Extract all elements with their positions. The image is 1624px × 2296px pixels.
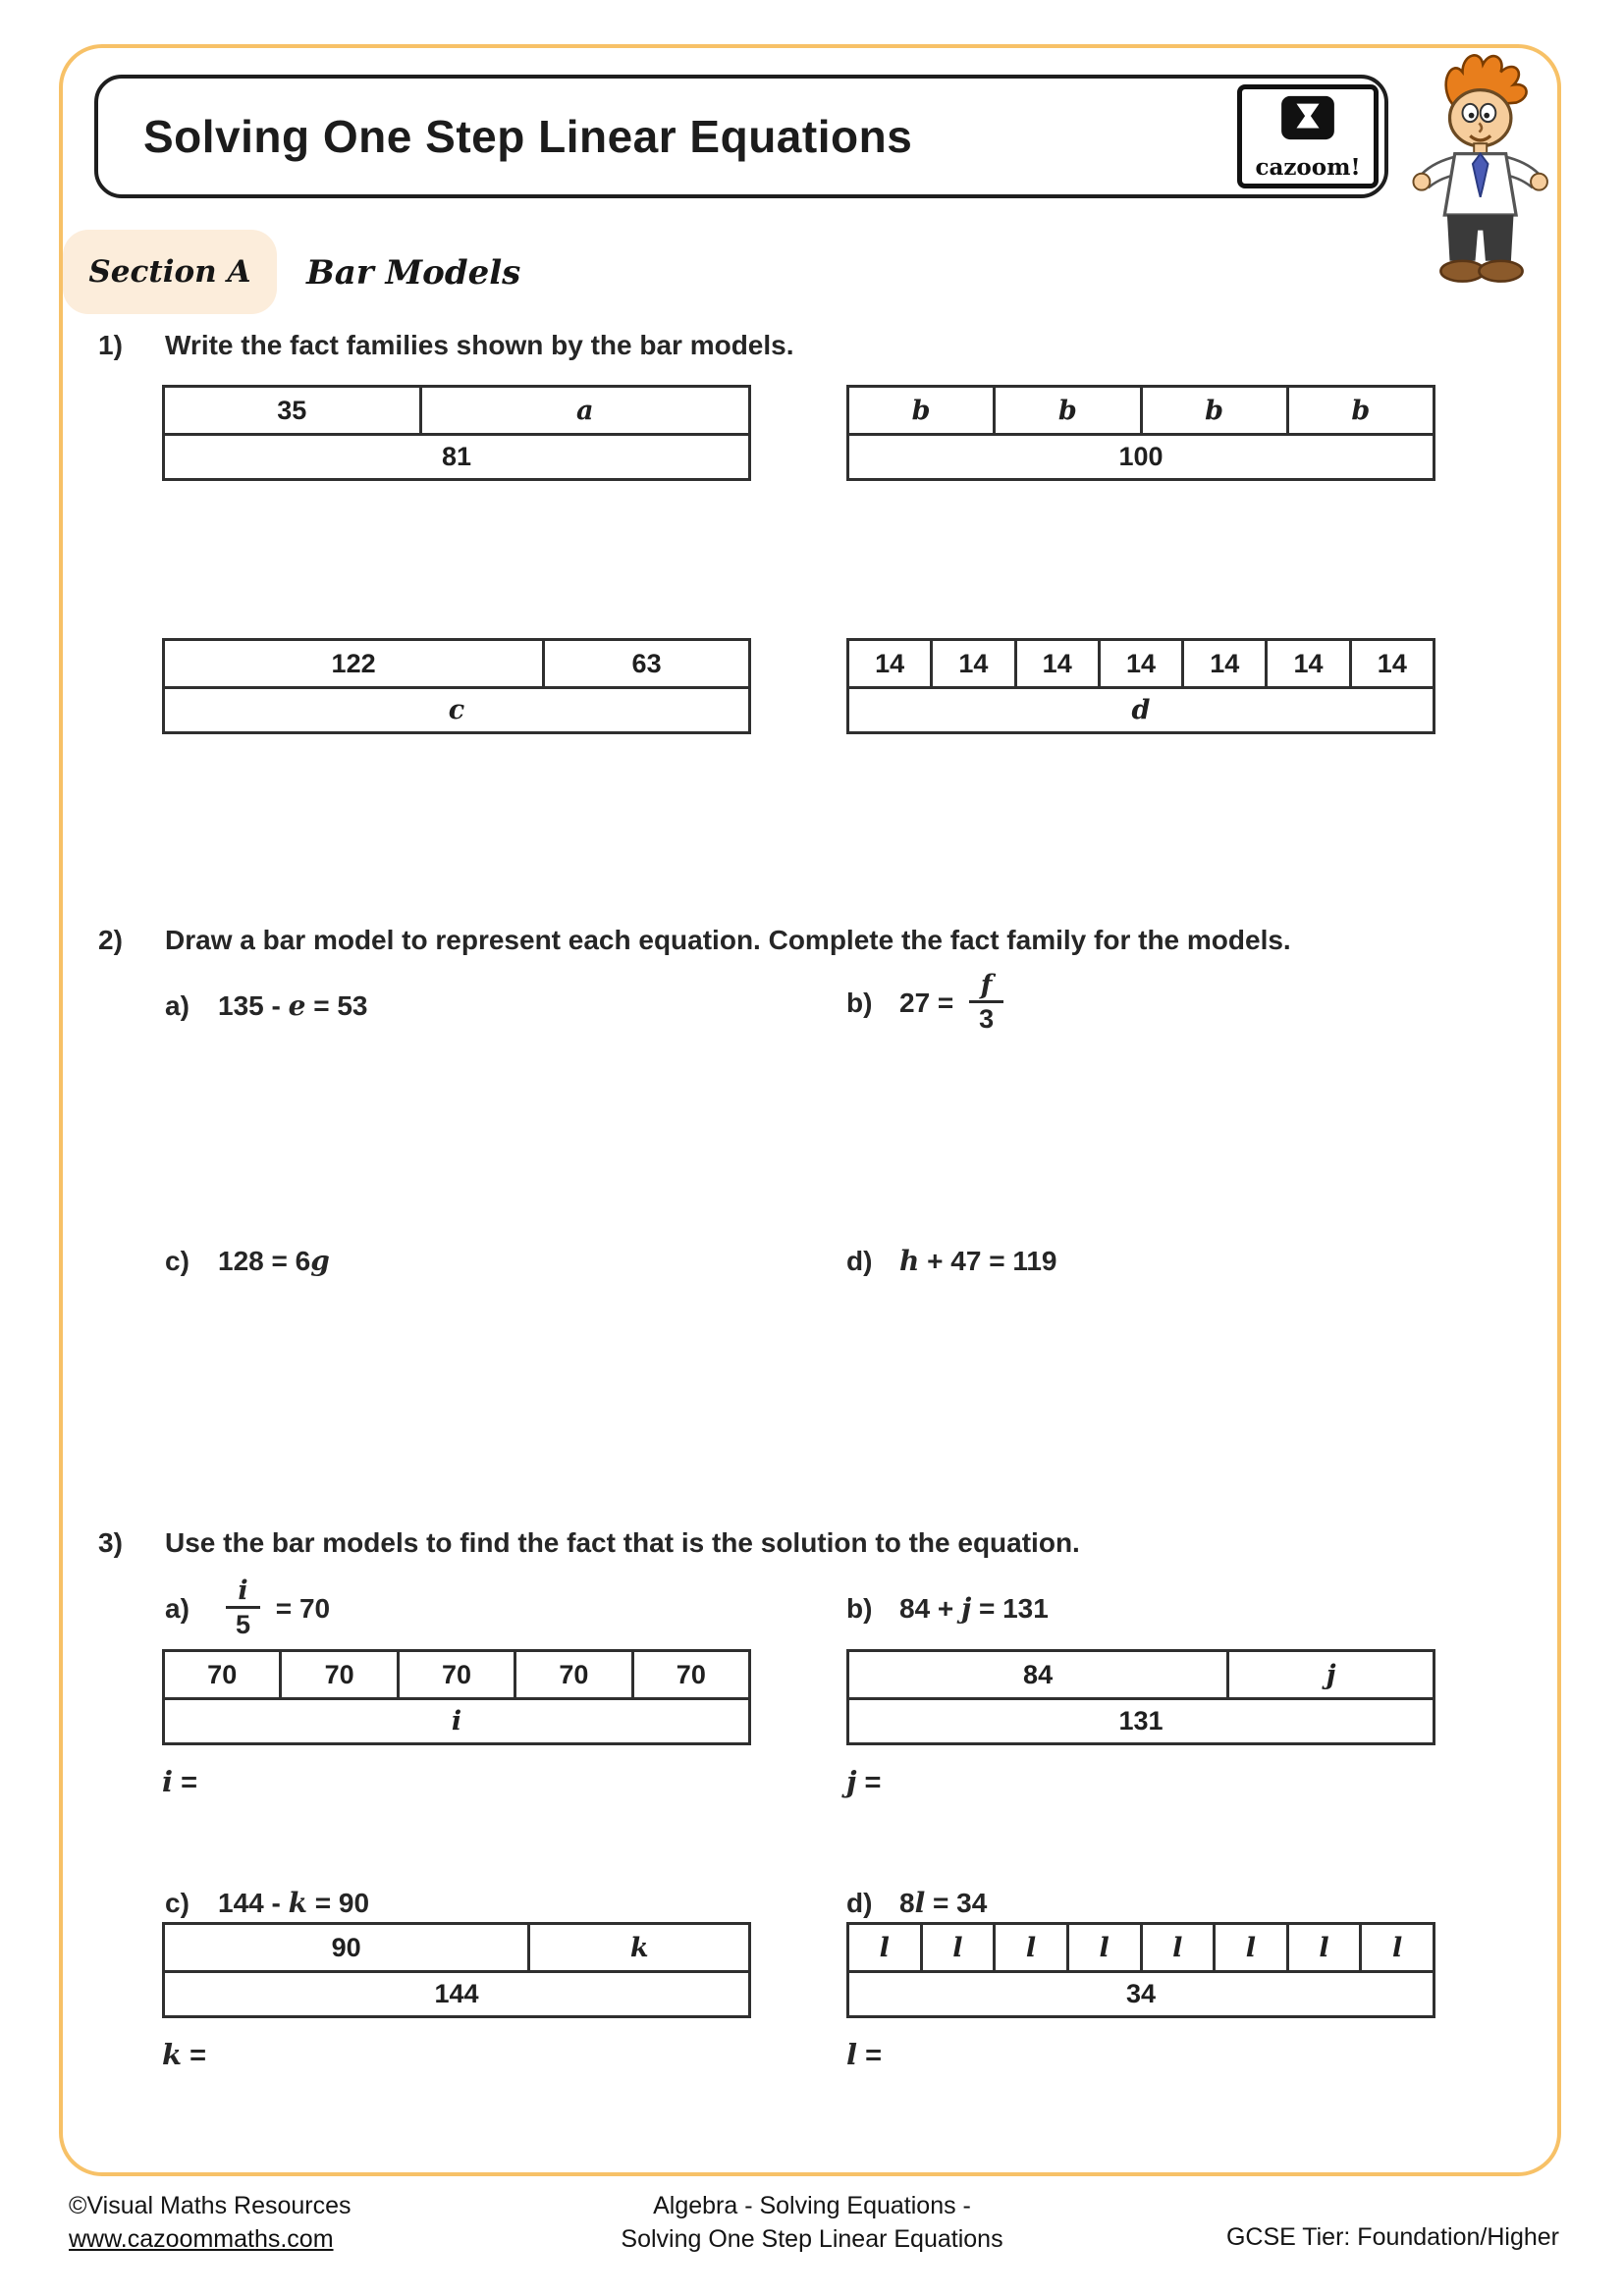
footer-topic-line2: Solving One Step Linear Equations [621, 2225, 1003, 2253]
footer-website-link[interactable]: www.cazoommaths.com [69, 2225, 334, 2253]
equation-text: 135 - [218, 989, 289, 1021]
answer-equals: = [857, 2040, 883, 2071]
bar-cell: 70 [397, 1652, 514, 1697]
bar-model-row [165, 1652, 748, 1697]
bar-model-row [165, 1697, 748, 1742]
mascot-illustration [1398, 49, 1565, 304]
bar-cell: 14 [1014, 641, 1098, 686]
equation-variable: l [914, 1887, 926, 1919]
bar-cell: 70 [279, 1652, 396, 1697]
bar-cell: 14 [930, 641, 1013, 686]
fraction-numerator: f [980, 970, 993, 1000]
bar-cell: 35 [277, 395, 307, 425]
bar-cell: 144 [434, 1979, 479, 2008]
equation-variable: e [288, 989, 306, 1022]
bar-model-row [849, 1925, 1433, 1970]
question-3-number: 3) [98, 1527, 123, 1558]
cazoom-logo-icon [1277, 94, 1338, 146]
equation-text: 84 + [899, 1592, 962, 1624]
cazoom-logo [1237, 84, 1379, 188]
section-label: Section A [88, 254, 251, 290]
item-label: d) [846, 1245, 873, 1276]
bar-model-row [165, 686, 748, 731]
bar-cell: 14 [1265, 641, 1348, 686]
section-a-badge [63, 230, 277, 314]
worksheet-title-card [94, 75, 1388, 198]
answer-variable: i [162, 1765, 174, 1798]
bar-cell: l [879, 1932, 890, 1963]
answer-line-i [162, 1765, 197, 1799]
bar-model-row [165, 1970, 748, 2015]
bar-cell: l [1066, 1925, 1140, 1970]
bar-cell: c [448, 695, 465, 725]
answer-variable: l [846, 2038, 858, 2071]
equation-text: 144 - [218, 1887, 289, 1918]
bar-cell: l [1140, 1925, 1214, 1970]
bar-model-row [849, 1697, 1433, 1742]
equation-variable: j [961, 1592, 972, 1625]
bar-model-q3c [162, 1922, 751, 2018]
bar-model-row [849, 1970, 1433, 2015]
bar-cell: l [1286, 1925, 1360, 1970]
equation-text: = 90 [307, 1887, 370, 1918]
question-1-number: 1) [98, 330, 123, 360]
answer-line-l [846, 2038, 882, 2072]
bar-cell: 34 [1125, 1979, 1157, 2008]
bar-model-q3d [846, 1922, 1435, 2018]
bar-cell: 100 [1118, 442, 1164, 471]
fraction-denominator: 5 [226, 1606, 260, 1641]
bar-cell: 14 [1349, 641, 1433, 686]
answer-equals: = [856, 1767, 882, 1798]
bar-cell: 81 [441, 442, 472, 471]
question-2-prompt: Draw a bar model to represent each equation. Complete the fact family for the models. [165, 925, 1291, 955]
bar-cell: b [993, 388, 1139, 433]
answer-equals: = [182, 2040, 207, 2071]
bar-cell: 90 [331, 1932, 361, 1962]
bar-model-row [165, 388, 748, 433]
bar-model-q1c [162, 638, 751, 734]
bar-model-row [165, 641, 748, 686]
bar-model-row [849, 641, 1433, 686]
bar-cell: b [1140, 388, 1286, 433]
bar-cell: d [1131, 695, 1151, 725]
equation-3d [846, 1887, 987, 1919]
item-label: a) [165, 1592, 189, 1624]
bar-model-q1d [846, 638, 1435, 734]
bar-cell: l [1359, 1925, 1433, 1970]
bar-cell: l [1213, 1925, 1286, 1970]
equation-3c [165, 1887, 369, 1919]
page-title: Solving One Step Linear Equations [143, 111, 913, 162]
footer-topic-line1: Algebra - Solving Equations - [653, 2192, 971, 2219]
bar-cell: a [419, 388, 748, 433]
fraction [969, 970, 1003, 1036]
bar-cell: l [993, 1925, 1066, 1970]
bar-model-q1a [162, 385, 751, 481]
answer-equals: = [173, 1767, 198, 1798]
equation-variable: k [288, 1887, 308, 1919]
bar-cell: k [527, 1925, 748, 1970]
bar-model-row [849, 433, 1433, 478]
item-label: a) [165, 989, 189, 1021]
equation-text: 8 [899, 1887, 915, 1918]
question-3-prompt: Use the bar models to find the fact that is the solution to the equation. [165, 1527, 1080, 1558]
item-label: d) [846, 1887, 873, 1918]
footer-tier: GCSE Tier: Foundation/Higher [1225, 2223, 1559, 2251]
cazoom-logo-text: cazoom! [1255, 154, 1361, 181]
bar-cell: 70 [514, 1652, 630, 1697]
answer-line-j [846, 1765, 882, 1799]
bar-cell: b [911, 395, 931, 426]
equation-2a [165, 989, 368, 1022]
bar-cell: 70 [631, 1652, 748, 1697]
bar-cell: 63 [542, 641, 748, 686]
equation-variable: g [310, 1245, 330, 1277]
equation-text: + 47 = 119 [919, 1245, 1057, 1276]
equation-2d [846, 1245, 1057, 1277]
footer-copyright: ©Visual Maths Resources [69, 2192, 352, 2219]
page-border [59, 44, 1561, 2176]
equation-text: 27 = [899, 987, 962, 1018]
equation-text: = 34 [925, 1887, 988, 1918]
bar-cell: 14 [875, 648, 905, 678]
bar-cell: 131 [1118, 1706, 1164, 1735]
equation-3b [846, 1592, 1049, 1625]
equation-text: = 53 [305, 989, 368, 1021]
bar-cell: i [451, 1706, 462, 1736]
bar-model-row [849, 1652, 1433, 1697]
bar-cell: 122 [331, 648, 376, 678]
bar-model-row [165, 1925, 748, 1970]
equation-2b [846, 970, 1011, 1036]
bar-model-q3b [846, 1649, 1435, 1745]
bar-cell: 84 [1023, 1659, 1054, 1689]
bar-cell: j [1226, 1652, 1433, 1697]
bar-model-q3a [162, 1649, 751, 1745]
bar-cell: 14 [1098, 641, 1181, 686]
question-1-prompt: Write the fact families shown by the bar models. [165, 330, 794, 360]
answer-line-k [162, 2038, 206, 2072]
fraction-numerator: i [238, 1575, 248, 1606]
equation-3a [165, 1575, 330, 1641]
bar-cell: b [1286, 388, 1433, 433]
equation-text: = 131 [971, 1592, 1049, 1624]
item-label: b) [846, 1592, 873, 1624]
equation-2c [165, 1245, 330, 1277]
item-label: c) [165, 1887, 189, 1918]
answer-variable: j [846, 1765, 857, 1798]
fraction [226, 1575, 260, 1641]
equation-text: 128 = 6 [218, 1245, 311, 1276]
section-topic-title: Bar Models [306, 253, 521, 293]
question-2-number: 2) [98, 925, 123, 955]
equation-text: = 70 [268, 1592, 331, 1624]
bar-model-row [849, 686, 1433, 731]
item-label: c) [165, 1245, 189, 1276]
bar-cell: l [920, 1925, 994, 1970]
bar-model-row [165, 433, 748, 478]
answer-variable: k [162, 2038, 183, 2071]
fraction-denominator: 3 [969, 1000, 1003, 1036]
bar-model-q1b [846, 385, 1435, 481]
equation-variable: h [899, 1245, 920, 1277]
bar-model-row [849, 388, 1433, 433]
item-label: b) [846, 987, 873, 1018]
bar-cell: 70 [207, 1659, 238, 1689]
bar-cell: 14 [1181, 641, 1265, 686]
